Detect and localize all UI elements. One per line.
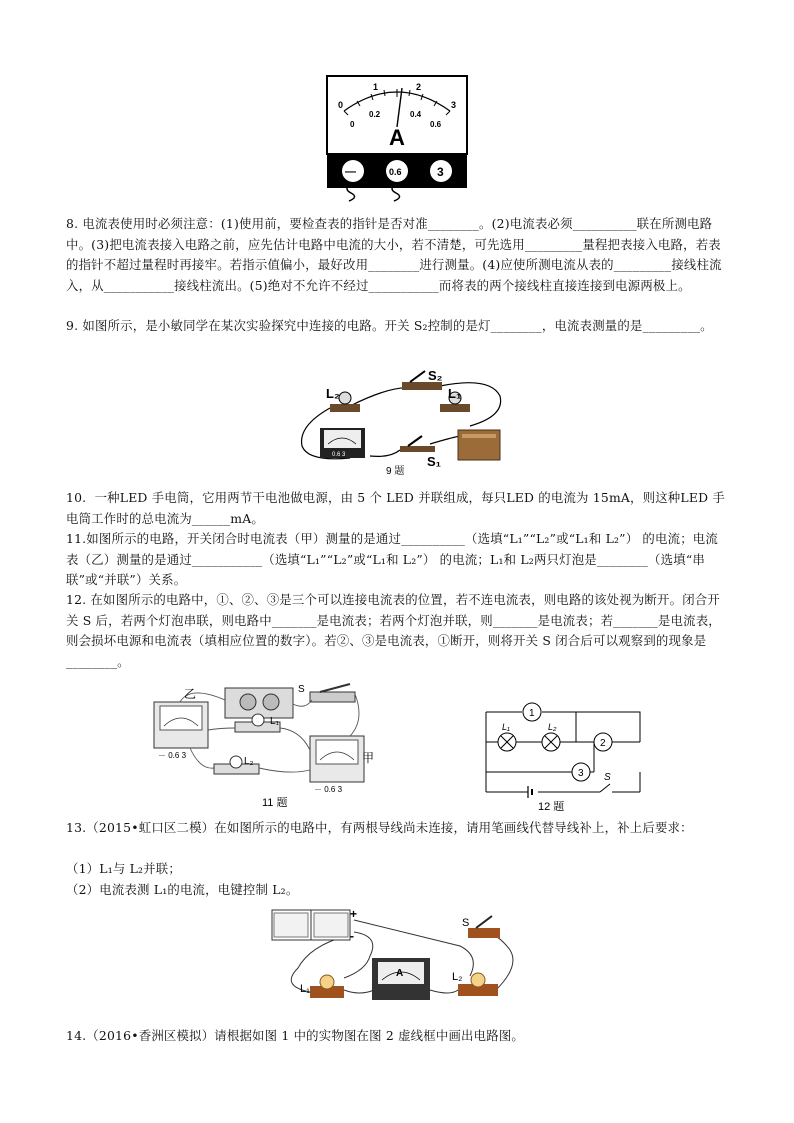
fig12-position-2: 2 <box>600 738 606 749</box>
fig13-meter-symbol: A <box>396 968 404 979</box>
question-13-requirement-1: （1）L₁与 L₂并联； <box>66 861 181 876</box>
fig9-label-s1: S₁ <box>427 454 442 469</box>
upper-scale-2: 2 <box>416 82 422 92</box>
question-9: 9. 如图所示，是小敏同学在某次实验探究中连接的电路。开关 S₂控制的是灯________，电流表测量的是_________。 <box>66 318 713 333</box>
figure-12-schematic <box>482 700 644 812</box>
lower-scale-0: 0 <box>350 120 355 129</box>
fig12-caption: 12 题 <box>538 801 565 813</box>
question-11: 11.如图所示的电路，开关闭合时电流表（甲）测量的是通过__________（选填“L₁”“L₂”或“L₁和 L₂”） 的电流；电流表（乙）测量的是通过___________（选填“L₁”“L₂”或“L₁和 L₂”） 的电流；L₁和 L₂两只灯泡是________（选填“串联”或“并联”）关系。 <box>66 531 718 587</box>
question-13-requirement-2: （2）电流表测 L₁的电流，电键控制 L₂。 <box>66 882 299 897</box>
fig11-label-yi: 乙 <box>184 687 197 701</box>
fig9-label-l2: L₂ <box>326 386 340 401</box>
ammeter-face-figure <box>326 75 468 200</box>
question-8: 8. 电流表使用时必须注意：(1)使用前，要检查表的指针是否对准________。(2)电流表必须__________联在所测电路中。(3)把电流表接入电路之前，应先估计电路中电流的大小，若不清楚，可先选用_________量程把表接入电路，若表的指针不超过量程时再接牢。若指示值偏小，最好改用________进行测量。(4)应使所测电流从表的_________接线柱流入，从___________接线柱流出。(5)绝对不允许不经过___________而将表的两个接线柱直接连接到电源两极上。 <box>66 216 722 293</box>
fig13-minus: - <box>350 929 354 943</box>
lower-scale-02: 0.2 <box>369 110 381 119</box>
upper-scale-1: 1 <box>373 82 379 92</box>
question-12: 12. 在如图所示的电路中，①、②、③是三个可以连接电流表的位置，若不连电流表，则电路的该处视为断开。闭合开关 S 后，若两个灯泡串联，则电路中_______是电流表；若两个灯泡并联，则_______是电流表；若_______是电流表，则会损坏电源和电流表（填相应位置的数字）。若②、③是电流表，①断开，则将开关 S 闭合后可以观察到的现象是________。 <box>66 592 721 669</box>
fig11-label-l2: L₂ <box>244 756 254 767</box>
terminal-0-6: 0.6 <box>389 167 402 177</box>
figure-9-circuit-photo <box>290 366 512 478</box>
fig11-meter-right: － 0.6 3 <box>314 785 343 794</box>
lower-scale-04: 0.4 <box>410 110 422 119</box>
figure-11-drawing <box>150 680 375 810</box>
lower-scale-06: 0.6 <box>430 120 442 129</box>
ammeter-face-drawing <box>326 75 468 200</box>
question-10: 10. 一种LED 手电筒，它用两节干电池做电源，由 5 个 LED 并联组成，每只LED 的电流为 15mA，则这种LED 手电筒工作时的总电流为______mA。 <box>66 490 725 526</box>
fig12-label-s: S <box>604 772 611 783</box>
fig11-meter-left: － 0.6 3 <box>158 751 187 760</box>
fig11-label-s: S <box>298 684 305 695</box>
fig9-meter-scale: 0.6 3 <box>332 452 346 458</box>
fig13-label-l2: L₂ <box>452 971 463 983</box>
figure-13-circuit-photo <box>270 906 530 1014</box>
terminal-3: 3 <box>437 165 444 179</box>
fig9-label-s2: S₂ <box>428 368 443 383</box>
ammeter-unit-symbol: A <box>389 125 405 150</box>
fig9-caption: 9 题 <box>386 466 405 477</box>
fig13-plus: + <box>350 907 358 921</box>
question-13-intro: 13.（2015•虹口区二模）在如图所示的电路中，有两根导线尚未连接，请用笔画线代替导线补上，补上后要求： <box>66 820 693 835</box>
fig11-label-l1: L₁ <box>270 716 279 727</box>
fig12-position-3: 3 <box>578 768 584 779</box>
question-14: 14.（2016•香洲区模拟）请根据如图 1 中的实物图在图 2 虚线框中画出电路图。 <box>66 1028 524 1043</box>
figure-12-drawing <box>482 700 644 812</box>
terminal-negative: — <box>345 166 356 178</box>
fig13-label-l1: L₁ <box>300 983 310 995</box>
upper-scale-3: 3 <box>451 100 457 110</box>
fig12-position-1: 1 <box>529 708 535 719</box>
fig13-label-s: S <box>462 917 470 929</box>
upper-scale-0: 0 <box>338 100 344 110</box>
fig9-label-l1: L₁ <box>448 386 462 401</box>
figure-13-drawing <box>270 906 530 1014</box>
fig12-label-l1: L₁ <box>502 722 510 732</box>
fig11-label-jia: 甲 <box>362 751 375 765</box>
fig11-caption: 11 题 <box>262 797 288 809</box>
fig12-label-l2: L₂ <box>548 722 557 732</box>
figure-11-circuit-drawing <box>150 680 375 810</box>
figure-9-drawing <box>290 366 512 478</box>
